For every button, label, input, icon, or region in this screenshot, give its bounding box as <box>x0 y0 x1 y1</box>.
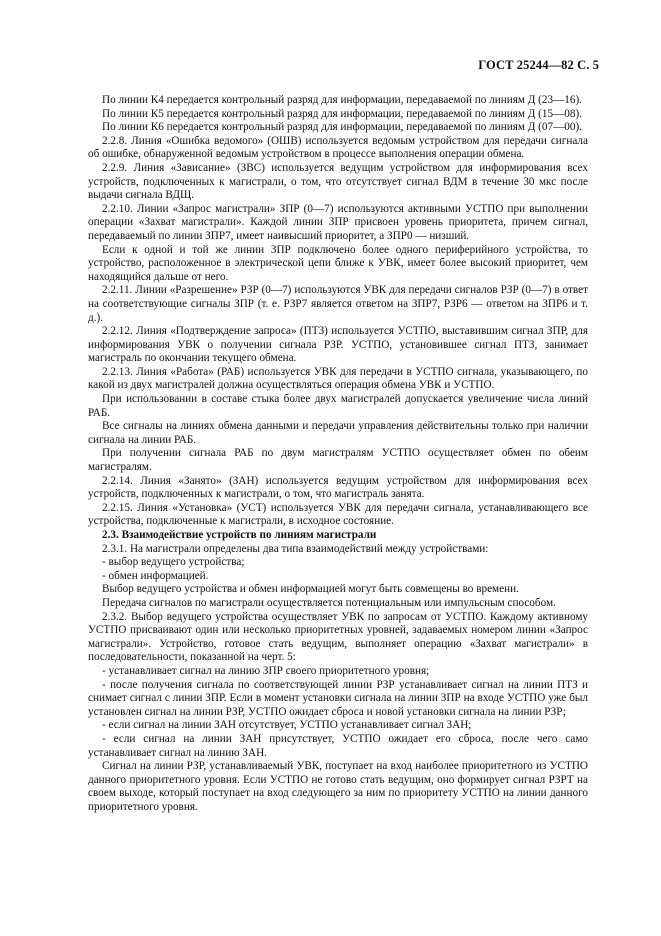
paragraph-2-2-11: 2.2.11. Линии «Разрешение» РЗР (0—7) используются УВК для передачи сигналов РЗР (0—7) в ответ на соответствующие сигналы ЗПР (т. е. РЗР7 является ответом на ЗПР7, РЗР6 — ответом на ЗПР6 и т. д.). <box>88 284 588 324</box>
paragraph-2-2-13: 2.2.13. Линия «Работа» (РАБ) используется УВК для передачи в УСТПО сигнала, указывающего, по какой из двух магистралей должна осуществляться операция обмена УВК и УСТПО. <box>88 365 588 392</box>
paragraph-2-2-12: 2.2.12. Линия «Подтверждение запроса» (ПТЗ) используется УСТПО, выставившим сигнал ЗПР, для информирования УВК о получении сигнала РЗР. УСТПО, установившее сигнал ПТЗ, занимает магистраль по окончании текущего обмена. <box>88 325 588 365</box>
list-item-set-zpr: - устанавливает сигнал на линию ЗПР своего приоритетного уровня; <box>102 664 430 677</box>
list-item-zan-present: - если сигнал на линии ЗАН присутствует, УСТПО ожидает его сброса, после чего само устанавливает сигнал на линию ЗАН. <box>88 732 588 759</box>
paragraph-2-2-14: 2.2.14. Линия «Занято» (ЗАН) используется ведущим устройством для информирования всех устройств, подключенных к магистрали, о том, что магистраль занята. <box>88 474 588 501</box>
paragraph-2-3-1: 2.3.1. На магистрали определены два типа взаимодействий между устройствами: <box>102 542 489 555</box>
paragraph-2-2-13-cont-1: При использовании в составе стыка более двух магистралей допускается увеличение числа линий РАБ. <box>88 393 588 419</box>
body-text <box>88 94 588 814</box>
paragraph-combined-time: Выбор ведущего устройства и обмен информацией могут быть совмещены во времени. <box>102 583 519 596</box>
paragraph-k4: По линии К4 передается контрольный разряд для информации, передаваемой по линиям Д (23—16). <box>102 94 582 106</box>
paragraph-2-2-9: 2.2.9. Линия «Зависание» (ЗВС) используется ведущим устройством для информирования всех устройств, подключенных к магистрали, о том, что отсутствует сигнал ВДМ в течение 30 мкс после выдачи сигнала ВДЩ. <box>88 161 588 202</box>
list-item-after-rzr: - после получения сигнала по соответствующей линии РЗР устанавливает сигнал на линии ПТЗ и снимает сигнал с линии ЗПР. Если в момент установки сигнала на линии ЗПР на входе УСТПО уже был установлен сигнал на линии РЗР, УСТПО ожидает сброса и новой установки сигнала на линии РЗР; <box>88 678 588 718</box>
section-heading-2-3: 2.3. Взаимодействие устройств по линиям магистрали <box>102 529 377 541</box>
paragraph-k6: По линии К6 передается контрольный разряд для информации, передаваемой по линиям Д (07—00). <box>102 121 582 134</box>
paragraph-2-2-10: 2.2.10. Линии «Запрос магистрали» ЗПР (0—7) используются активными УСТПО при выполнении операции «Захват магистрали». Каждой линии ЗПР присвоен уровень приоритета, причем сигнал, передаваемый по линии ЗПР7, имеет наивысший приоритет, а ЗПР0 — низший. <box>88 202 588 242</box>
paragraph-2-3-2: 2.3.2. Выбор ведущего устройства осуществляет УВК по запросам от УСТПО. Каждому активному УСТПО присваивают один или несколько приоритетных уровней, задаваемых номером линии «Запрос магистрали». Устройство, готовое стать ведущим, выполняет операцию «Захват магистрали» в последовательности, показанной на черт. 5: <box>88 610 588 664</box>
paragraph-2-2-8: 2.2.8. Линия «Ошибка ведомого» (ОШВ) используется ведомым устройством для передачи сигнала об ошибке, обнаруженной ведомым устройством в процессе выполнения операции обмена. <box>88 134 588 161</box>
list-item-zan-absent: - если сигнал на линии ЗАН отсутствует, УСТПО устанавливает сигнал ЗАН; <box>102 719 472 732</box>
paragraph-k5: По линии К5 передается контрольный разряд для информации, передаваемой по линиям Д (15—08). <box>102 107 582 120</box>
paragraph-signal-transfer: Передача сигналов по магистрали осуществляется потенциальным или импульсным способом. <box>102 596 556 609</box>
paragraph-2-2-13-cont-3: При получении сигнала РАБ по двум магистралям УСТПО осуществляет обмен по обеим магистралям. <box>88 447 588 474</box>
paragraph-2-2-15: 2.2.15. Линия «Установка» (УСТ) используется УВК для передачи сигнала, устанавливающего все устройства, подключенные к магистрали, в исходное состояние. <box>88 501 588 528</box>
page-header: ГОСТ 25244—82 С. 5 <box>478 58 599 72</box>
list-item-data-exchange: - обмен информацией. <box>102 569 209 582</box>
list-item-master-select: - выбор ведущего устройства; <box>102 556 245 569</box>
paragraph-2-2-10-cont: Если к одной и той же линии ЗПР подключено более одного периферийного устройства, то устройство, расположенное в электрической цепи ближе к УВК, имеет более высокий приоритет, чем находящийся дальше от него. <box>88 243 588 283</box>
paragraph-rzr-signal: Сигнал на линии РЗР, устанавливаемый УВК, поступает на вход наиболее приоритетного из УСТПО данного приоритетного уровня. Если УСТПО не готово стать ведущим, оно формирует сигнал РЗРТ на своем выходе, который поступает на вход следующего за ним по приоритету УСТПО на линии данного приоритетного уровня. <box>88 760 588 813</box>
paragraph-2-2-13-cont-2: Все сигналы на линиях обмена данными и передачи управления действительны только при наличии сигнала на линии РАБ. <box>88 420 588 446</box>
